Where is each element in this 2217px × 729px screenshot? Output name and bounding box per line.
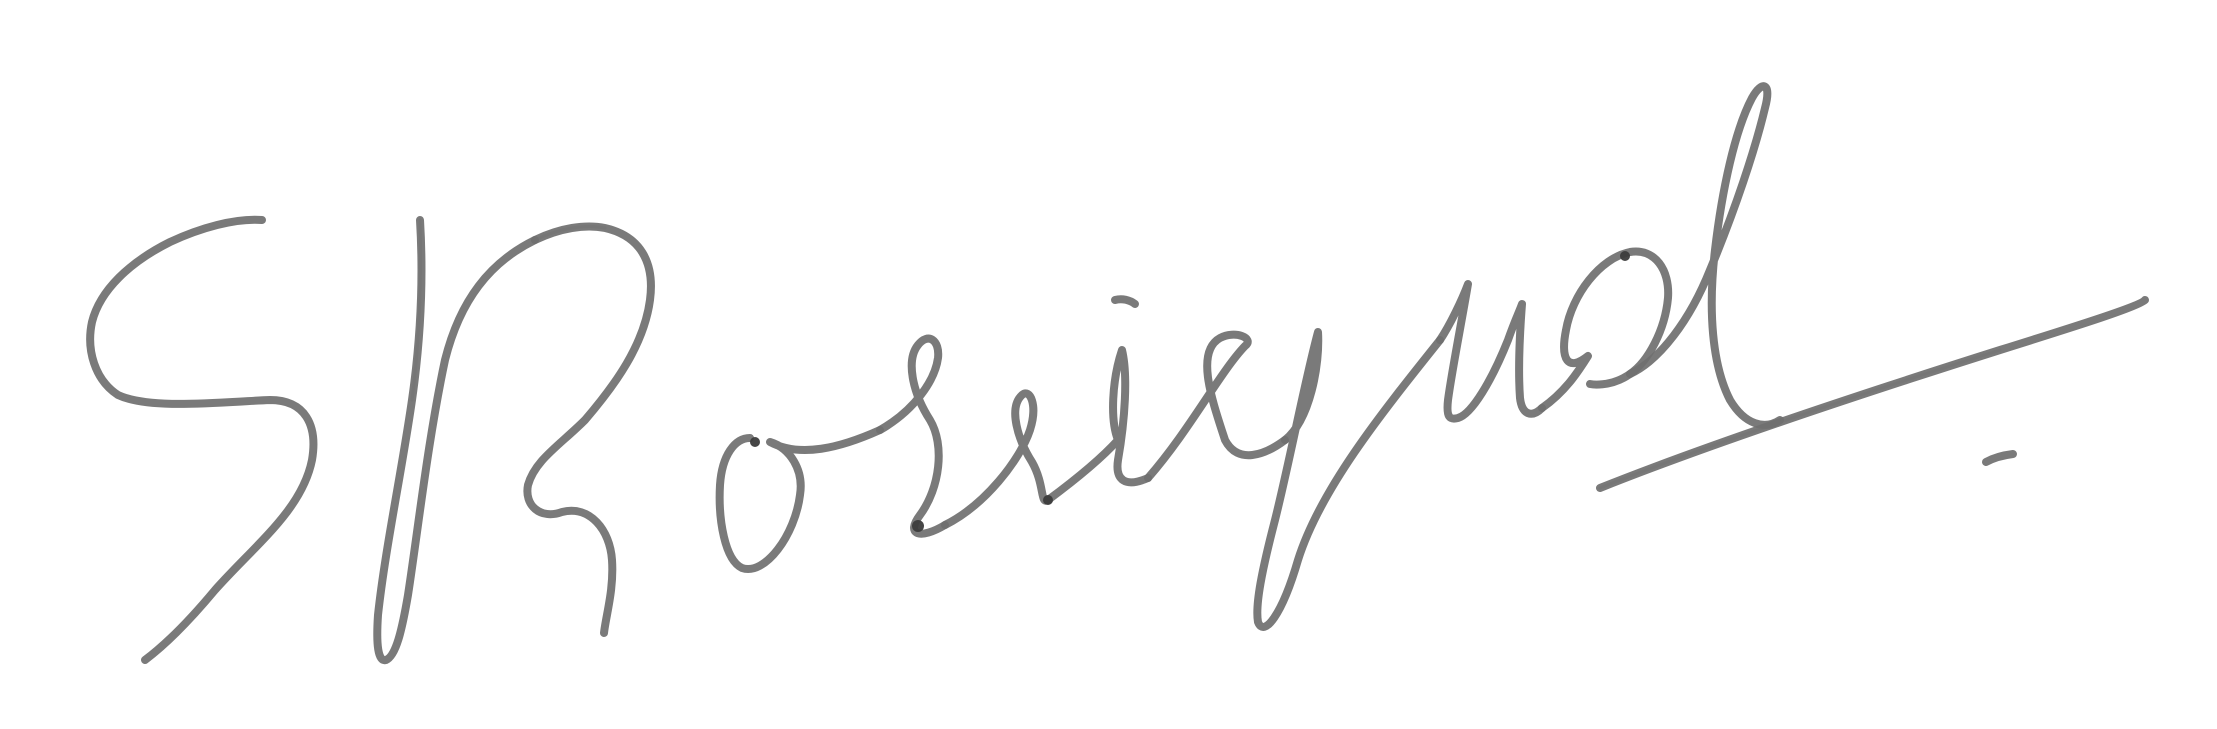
stroke-g-tail: [1257, 332, 1440, 627]
stroke-s: [90, 220, 313, 660]
ink-blot: [750, 437, 760, 447]
stroke-r-bowl: [527, 227, 651, 634]
stroke-o-second: [1542, 252, 1668, 408]
stroke-i-dot: [1115, 299, 1135, 304]
signature-strokes: [90, 86, 2145, 660]
stroke-i: [1048, 350, 1148, 500]
ink-blot: [912, 520, 924, 532]
stroke-n: [1440, 284, 1542, 419]
stroke-dash: [1986, 454, 2013, 462]
ink-blot: [1620, 251, 1630, 261]
stroke-g-bowl: [1148, 335, 1285, 478]
stroke-s-first: [880, 339, 945, 534]
stroke-r-stem: [377, 220, 535, 660]
stroke-s-second: [945, 393, 1048, 525]
stroke-o: [720, 430, 880, 569]
ink-blot: [1043, 495, 1053, 505]
